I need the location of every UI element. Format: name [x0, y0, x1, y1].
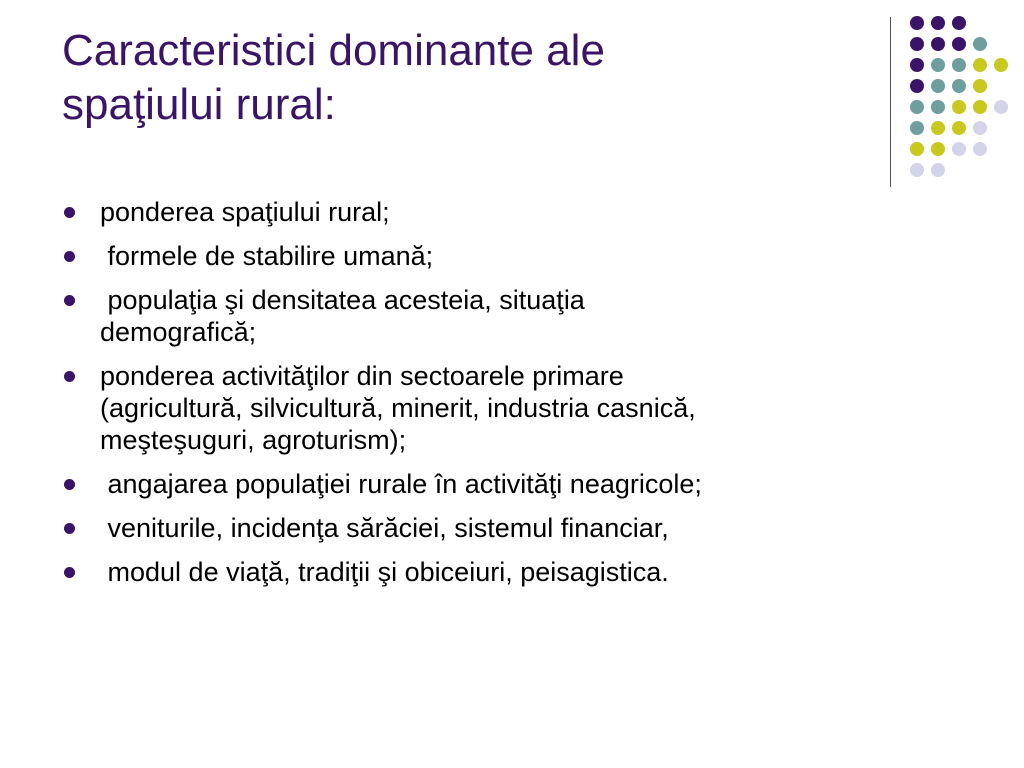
bullet-text: angajarea populaţiei rurale în activităţi neagricole;: [100, 469, 702, 499]
bullet-dot-icon: [64, 479, 75, 490]
bullet-item: [62, 512, 962, 544]
decorative-dot: [931, 163, 945, 177]
bullet-dot-icon: [64, 523, 75, 534]
decorative-dot: [910, 100, 924, 114]
decorative-dot: [931, 58, 945, 72]
decorative-dot: [931, 79, 945, 93]
bullet-dot-icon: [64, 251, 75, 262]
decorative-dot: [931, 142, 945, 156]
bullet-text: ponderea activităţilor din sectoarele primare (agricultură, silvicultură, minerit, industria casnică, meşteşuguri, agroturism);: [100, 361, 696, 455]
decorative-dot: [973, 142, 987, 156]
slide-title-line-1: Caracteristici dominante ale: [62, 26, 605, 75]
decorative-dot: [910, 16, 924, 30]
decorative-dot: [952, 16, 966, 30]
decorative-dot: [973, 100, 987, 114]
vertical-divider: [890, 17, 891, 187]
decorative-dot: [952, 121, 966, 135]
decorative-dot: [952, 58, 966, 72]
slide-title-line-2: spaţiului rural:: [62, 80, 336, 129]
decorative-dot: [910, 58, 924, 72]
decorative-dot: [952, 37, 966, 51]
bullet-item: [62, 284, 962, 348]
decorative-dot: [910, 121, 924, 135]
decorative-dot: [931, 16, 945, 30]
decorative-dot: [994, 100, 1008, 114]
decorative-dot: [952, 79, 966, 93]
bullet-item: [62, 556, 962, 588]
bullet-dot-icon: [64, 567, 75, 578]
decorative-dot: [952, 142, 966, 156]
bullet-dot-icon: [64, 371, 75, 382]
decorative-dot: [952, 100, 966, 114]
bullet-item: [62, 196, 962, 228]
bullet-list: [62, 196, 962, 600]
bullet-text: populaţia şi densitatea acesteia, situaţia demografică;: [100, 285, 585, 347]
bullet-text: modul de viaţă, tradiţii şi obiceiuri, peisagistica.: [100, 557, 669, 587]
decorative-dot: [973, 37, 987, 51]
decorative-dot: [973, 58, 987, 72]
slide-title: [62, 24, 862, 132]
bullet-dot-icon: [64, 295, 75, 306]
decorative-dot: [931, 121, 945, 135]
decorative-dot: [910, 79, 924, 93]
decorative-dot: [910, 37, 924, 51]
decorative-dot: [973, 79, 987, 93]
bullet-item: [62, 468, 962, 500]
decorative-dot: [973, 121, 987, 135]
bullet-item: [62, 360, 962, 456]
decorative-dot: [931, 100, 945, 114]
decorative-dot: [910, 142, 924, 156]
decorative-dot: [994, 58, 1008, 72]
bullet-text: ponderea spaţiului rural;: [100, 197, 390, 227]
bullet-dot-icon: [64, 207, 75, 218]
decorative-dot: [910, 163, 924, 177]
bullet-text: formele de stabilire umană;: [100, 241, 434, 271]
decorative-dot: [931, 37, 945, 51]
bullet-text: veniturile, incidenţa sărăciei, sistemul financiar,: [100, 513, 669, 543]
bullet-item: [62, 240, 962, 272]
